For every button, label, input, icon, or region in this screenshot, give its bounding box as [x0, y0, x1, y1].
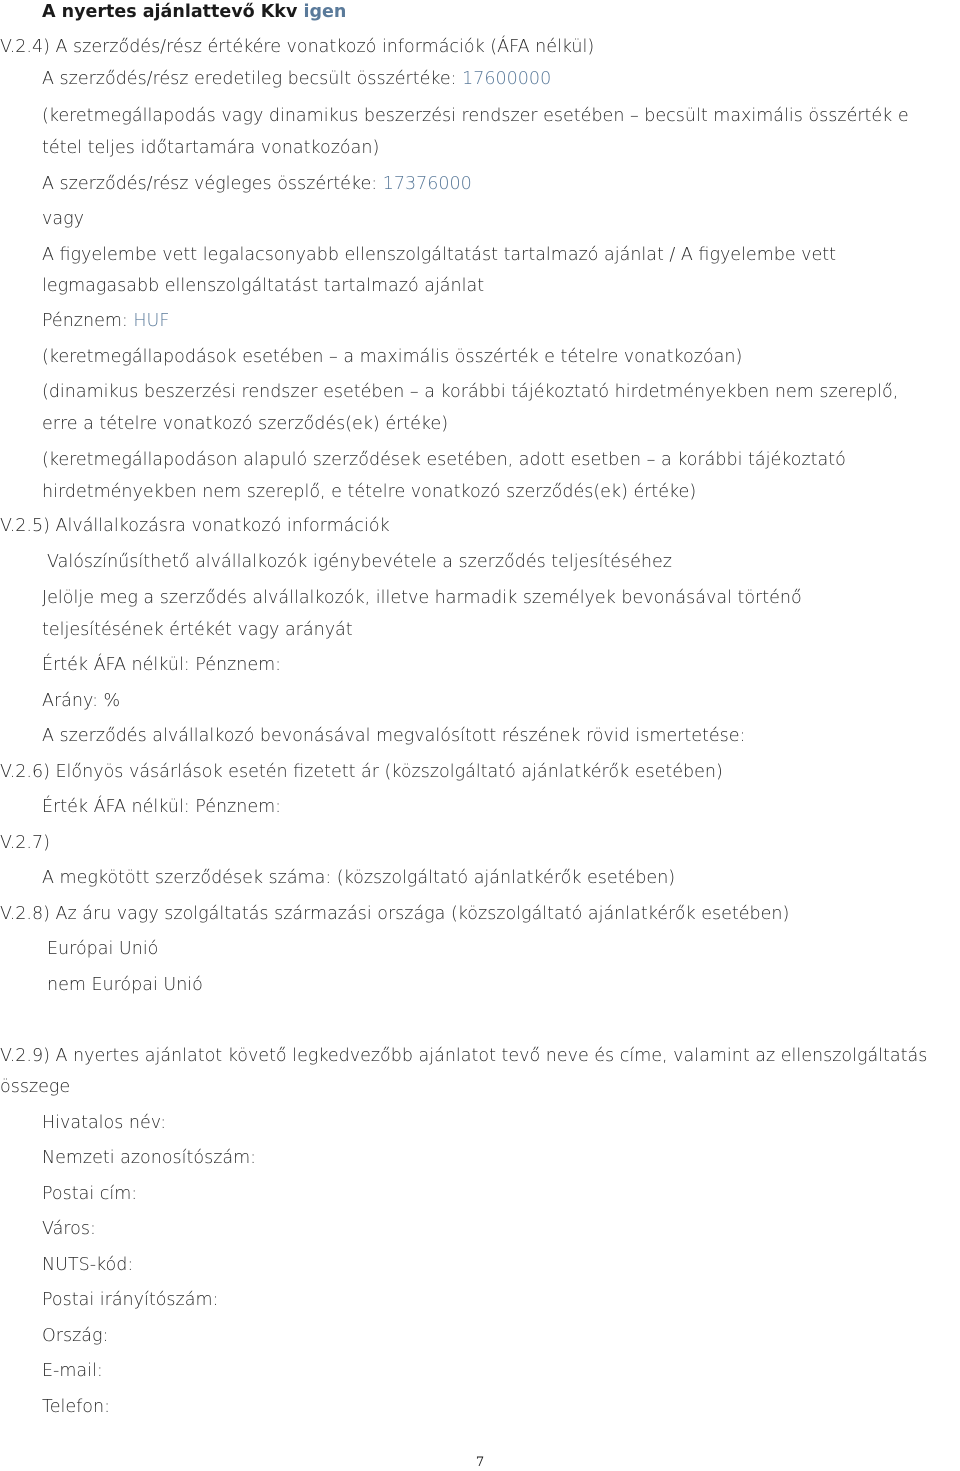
section-v26-heading: V.2.6) Előnyös vásárlások esetén fizetett ár (közszolgáltató ajánlatkérők esetében) — [0, 762, 723, 782]
contracts-count-label: A megkötött szerződések száma: (közszolgáltató ajánlatkérők esetében) — [42, 868, 676, 888]
subcontract-indicate-line1: Jelölje meg a szerződés alvállalkozók, illetve harmadik személyek bevonásával történő — [42, 588, 802, 608]
winner-sme-label: A nyertes ajánlattevő Kkv — [42, 2, 298, 22]
winner-sme-line — [42, 0, 346, 24]
lowest-offer-line2: legmagasabb ellenszolgáltatást tartalmazó ajánlat — [42, 276, 485, 296]
field-country: Ország: — [42, 1326, 109, 1346]
subcontract-value-label: Érték ÁFA nélkül: Pénznem: — [42, 655, 282, 675]
field-postal-address: Postai cím: — [42, 1184, 138, 1204]
framework-contracts-note-line2: hirdetményekben nem szereplő, e tételre vonatkozó szerződés(ek) értéke) — [42, 482, 697, 502]
subcontract-likely: Valószínűsíthető alvállalkozók igénybevétele a szerződés teljesítéséhez — [47, 552, 672, 572]
field-phone: Telefon: — [42, 1397, 110, 1417]
framework-note-line2: tétel teljes időtartamára vonatkozóan) — [42, 138, 380, 158]
initial-value: 17600000 — [462, 69, 552, 89]
field-city: Város: — [42, 1219, 96, 1239]
bargain-value-label: Érték ÁFA nélkül: Pénznem: — [42, 797, 282, 817]
initial-value-line — [42, 67, 551, 91]
subcontract-ratio-label: Arány: % — [42, 691, 121, 711]
final-value-label: A szerződés/rész végleges összértéke: — [42, 174, 378, 194]
section-v29-heading-line1: V.2.9) A nyertes ajánlatot követő legkedvezőbb ajánlatot tevő neve és címe, valamint az ellenszolgáltatás — [0, 1046, 928, 1066]
initial-value-label: A szerződés/rész eredetileg becsült összértéke: — [42, 69, 457, 89]
section-v24-heading: V.2.4) A szerződés/rész értékére vonatkozó információk (ÁFA nélkül) — [0, 37, 595, 57]
origin-non-eu: nem Európai Unió — [47, 975, 203, 995]
winner-sme-value: igen — [303, 2, 347, 22]
origin-eu: Európai Unió — [47, 939, 159, 959]
subcontract-indicate-line2: teljesítésének értékét vagy arányát — [42, 620, 353, 640]
framework-max-note: (keretmegállapodások esetében – a maximális összérték e tételre vonatkozóan) — [42, 347, 743, 367]
section-v27-heading: V.2.7) — [0, 833, 50, 853]
section-v28-heading: V.2.8) Az áru vagy szolgáltatás származási országa (közszolgáltató ajánlatkérők esetében) — [0, 904, 790, 924]
field-nuts-code: NUTS-kód: — [42, 1255, 134, 1275]
field-email: E-mail: — [42, 1361, 103, 1381]
field-postal-code: Postai irányítószám: — [42, 1290, 219, 1310]
currency-value: HUF — [133, 311, 170, 331]
currency-line — [42, 309, 169, 333]
section-v29-heading-line2: összege — [0, 1077, 71, 1097]
framework-note-line1: (keretmegállapodás vagy dinamikus beszerzési rendszer esetében – becsült maximális összérték e — [42, 106, 909, 126]
dps-note-line2: erre a tételre vonatkozó szerződés(ek) értéke) — [42, 414, 449, 434]
final-value: 17376000 — [382, 174, 472, 194]
framework-contracts-note-line1: (keretmegállapodáson alapuló szerződések esetében, adott esetben – a korábbi tájékoztató — [42, 450, 846, 470]
page-number: 7 — [475, 1455, 485, 1470]
final-value-line — [42, 172, 472, 196]
section-v25-heading: V.2.5) Alvállalkozásra vonatkozó információk — [0, 516, 390, 536]
dps-note-line1: (dinamikus beszerzési rendszer esetében – a korábbi tájékoztató hirdetményekben nem szereplő, — [42, 382, 899, 402]
field-official-name: Hivatalos név: — [42, 1113, 167, 1133]
lowest-offer-line1: A figyelembe vett legalacsonyabb ellenszolgáltatást tartalmazó ajánlat / A figyelembe vett — [42, 245, 837, 265]
currency-label: Pénznem: — [42, 311, 128, 331]
or-text: vagy — [42, 209, 84, 229]
field-national-id: Nemzeti azonosítószám: — [42, 1148, 257, 1168]
subcontract-description-label: A szerződés alvállalkozó bevonásával megvalósított részének rövid ismertetése: — [42, 726, 746, 746]
